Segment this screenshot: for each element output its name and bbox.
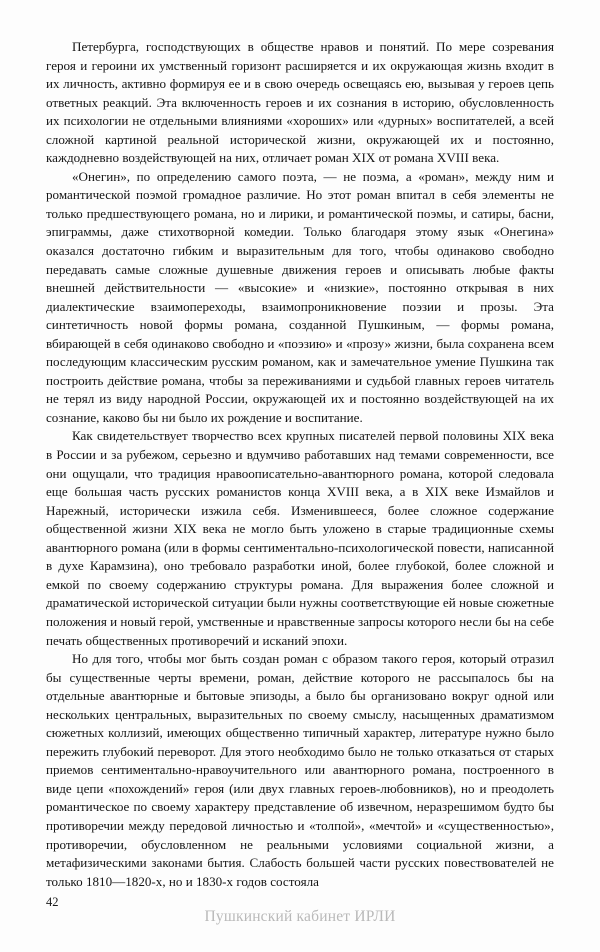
page-footer bbox=[46, 886, 554, 926]
paragraph: Но для того, чтобы мог быть создан роман с образом такого героя, который отразил бы существенные черты времени, роман, действие которого не рассыпалось бы на отдельные авантюрные и бытовые эпизоды, а было бы организовано вокруг одной или нескольких центральных, выразительных по своему смыслу, насыщенных драматизмом сюжетных коллизий, имеющих общественно типичный характер, литературе нужно было пережить глубокий переворот. Для этого необходимо было не только отказаться от старых приемов сентиментально-нравоучительного или авантюрного романа, построенного в виде цепи «похождений» героя (или двух главных героев-любовников), но и преодолеть романтическое по своему характеру представление об извечном, неразрешимом будто бы противоречии между передовой личностью и «толпой», «мечтой» и «существенностью», противоречии, обусловленном не реальными условиями социальной жизни, а метафизическими законами бытия. Слабость большей части русских повествователей не только 1810—1820-х, но и 1830-х годов состояла bbox=[46, 651, 554, 889]
page-body bbox=[46, 38, 554, 891]
paragraph: «Онегин», по определению самого поэта, — не поэма, а «роман», между ним и романтической поэмой громадное различие. Но этот роман впитал в себя элементы не только предшествующего романа, но и лирики, и романтической поэмы, и сатиры, басни, эпиграммы, даже стихотворной комедии. Только благодаря этому язык «Онегина» оказался достаточно гибким и выразительным для того, чтобы одинаково свободно передавать самые сложные душевные движения героев и описывать любые факты внешней действительности — «высокие» и «низкие», постоянно открывая в них диалектические взаимопереходы, взаимопроникновение поэзии и прозы. Эта синтетичность новой формы романа, созданной Пушкиным, — формы романа, вбирающей в себя одинаково свободно и «поэзию» и «прозу» жизни, была сохранена всем последующим классическим русским романом, как и замечательное умение Пушкина так построить действие романа, чтобы за переживаниями и судьбой главных героев читатель не терял из виду народной России, окружающей их и постоянно воздействующей на их сознание, каково бы ни было их рождение и воспитание. bbox=[46, 168, 554, 425]
paragraph: Как свидетельствует творчество всех крупных писателей первой половины XIX века в России и за рубежом, серьезно и вдумчиво работавших над темами современности, все они ощущали, что традиция нравоописательно-авантюрного романа, которой следовала еще большая часть русских романистов конца XVIII века, а в XIX веке Измайлов и Нарежный, исторически изжила себя. Изменившееся, более сложное содержание общественной жизни XIX века не могло быть уложено в старые традиционные схемы авантюрного романа (или в формы сентиментально-психологической повести, написанной в духе Карамзина), оно требовало разработки иной, более глубокой, более сложной и емкой по своему содержанию структуры романа. Для выражения более сложной и драматической исторической ситуации были нужны соответствующие ей новые сюжетные положения и новый герой, умственные и нравственные запросы которого несли бы на себе печать общественных противоречий и исканий эпохи. bbox=[46, 428, 554, 648]
page-number: 42 bbox=[46, 895, 59, 909]
paragraph: Петербурга, господствующих в обществе нравов и понятий. По мере созревания героя и героини их умственный горизонт расширяется и их окружающая жизнь входит в их личность, активно формируя ее и в свою очередь освещаясь ею, вызывая у героев цепь ответных реакций. Эта включенность героев и их сознания в историю, обусловленность их психологии не отдельными влияниями «хороших» или «дурных» воспитателей, а всей сложной картиной реальной исторической жизни, окружающей их и постоянно, каждодневно воздействующей на них, отличает роман XIX от романа XVIII века. bbox=[46, 39, 554, 166]
watermark: Пушкинский кабинет ИРЛИ bbox=[204, 908, 396, 925]
